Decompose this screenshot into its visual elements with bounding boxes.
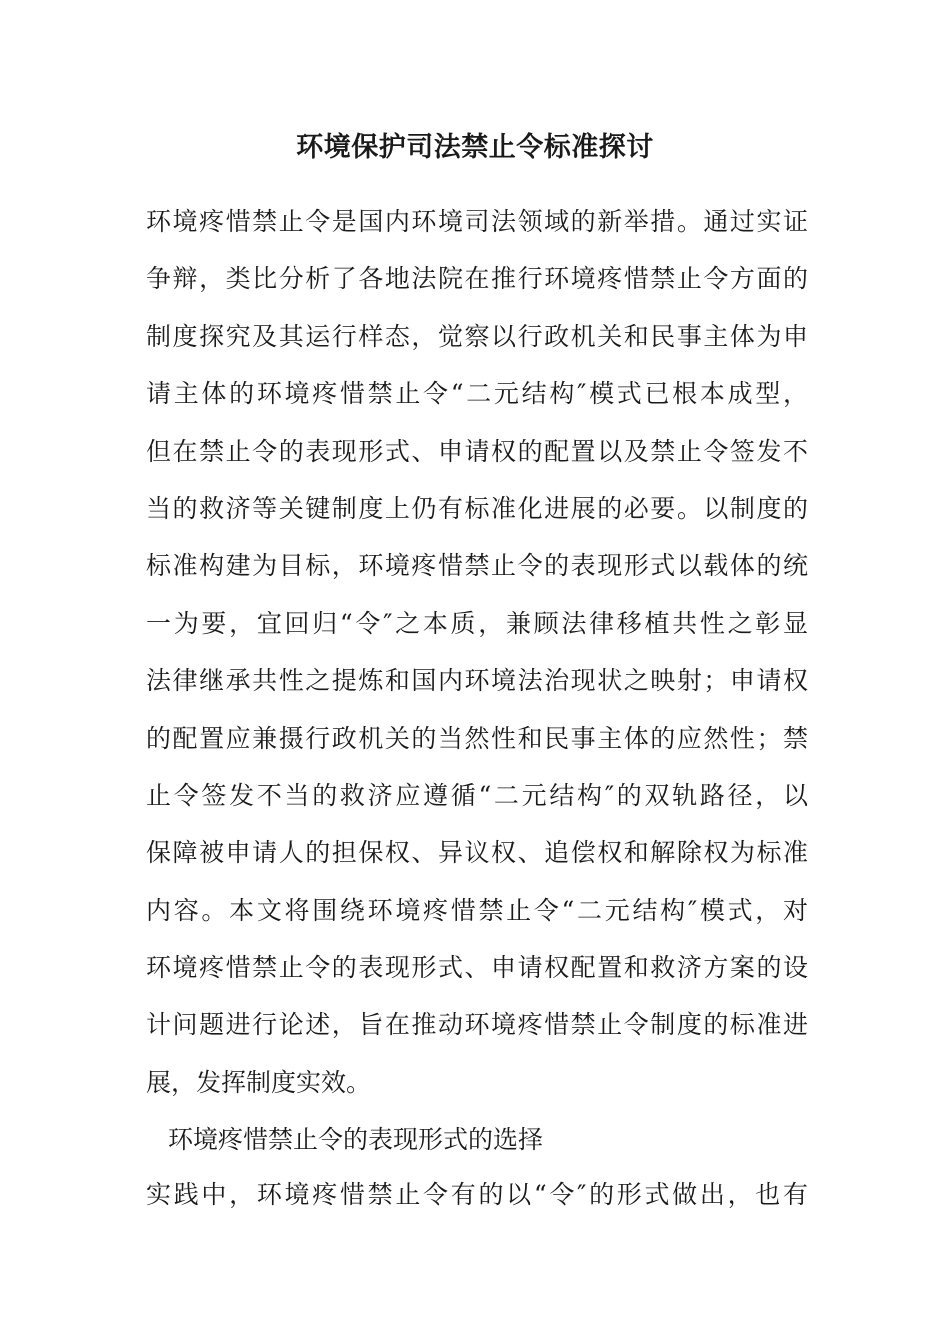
document-title: 环境保护司法禁止令标准探讨 — [296, 132, 654, 163]
paragraph-line: 环境疼惜禁止令的表现形式、申请权配置和救济方案的设 — [146, 953, 808, 983]
paragraph-line: 一为要，宜回归“令″之本质，兼顾法律移植共性之彰显 — [146, 608, 808, 638]
paragraph-line: 展，发挥制度实效。 — [146, 1067, 372, 1097]
paragraph-line: 内容。本文将围绕环境疼惜禁止令“二元结构″模式，对 — [146, 895, 808, 925]
abstract-paragraph — [146, 193, 808, 1111]
paragraph-line: 止令签发不当的救济应遵循“二元结构″的双轨路径，以 — [146, 780, 808, 810]
paragraph-line: 但在禁止令的表现形式、申请权的配置以及禁止令签发不 — [146, 436, 808, 466]
paragraph-line: 制度探究及其运行样态，觉察以行政机关和民事主体为申 — [146, 321, 808, 351]
paragraph-line: 当的救济等关键制度上仍有标准化进展的必要。以制度的 — [146, 493, 808, 523]
paragraph-line: 标准构建为目标，环境疼惜禁止令的表现形式以载体的统 — [146, 551, 808, 581]
paragraph-line: 的配置应兼摄行政机关的当然性和民事主体的应然性；禁 — [146, 723, 808, 753]
paragraph-line: 保障被申请人的担保权、异议权、追偿权和解除权为标准 — [146, 838, 808, 868]
paragraph-line: 请主体的环境疼惜禁止令“二元结构″模式已根本成型， — [146, 379, 808, 409]
paragraph-line: 环境疼惜禁止令是国内环境司法领域的新举措。通过实证 — [146, 207, 808, 236]
paragraph-line: 实践中，环境疼惜禁止令有的以“令″的形式做出，也有 — [146, 1180, 808, 1209]
paragraph-line: 计问题进行论述，旨在推动环境疼惜禁止令制度的标准进 — [146, 1010, 808, 1040]
paragraph-line: 法律继承共性之提炼和国内环境法治现状之映射；申请权 — [146, 666, 808, 696]
paragraph-line: 争辩，类比分析了各地法院在推行环境疼惜禁止令方面的 — [146, 264, 808, 294]
body-paragraph — [146, 1166, 808, 1223]
section-heading: 环境疼惜禁止令的表现形式的选择 — [168, 1125, 544, 1154]
